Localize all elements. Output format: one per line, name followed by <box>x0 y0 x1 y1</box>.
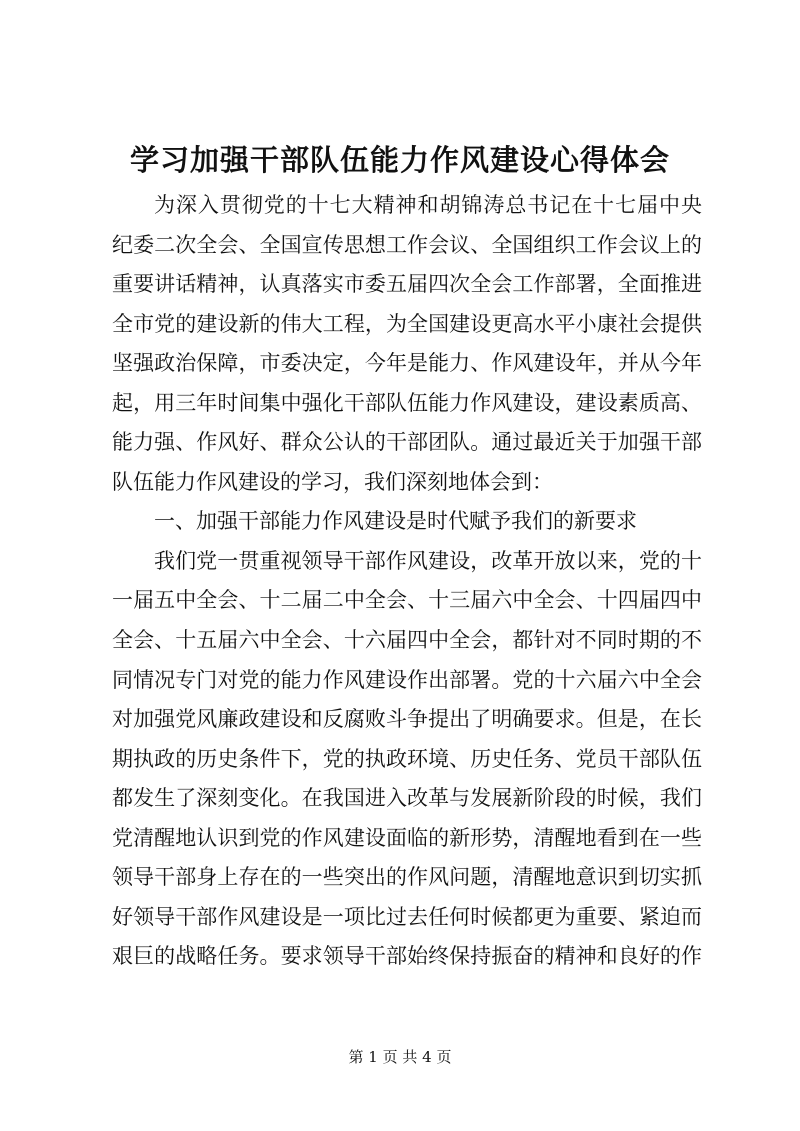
paragraph-line: 期执政的历史条件下，党的执政环境、历史任务、党员干部队伍 <box>112 746 702 771</box>
paragraph-line: 领导干部身上存在的一些突出的作风问题，清醒地意识到切实抓 <box>112 865 702 890</box>
paragraph-line: 对加强党风廉政建设和反腐败斗争提出了明确要求。但是，在长 <box>112 707 702 732</box>
paragraph-line: 一届五中全会、十二届二中全会、十三届六中全会、十四届四中 <box>112 588 702 613</box>
document-body <box>112 186 702 977</box>
page-number-footer: 第 1 页 共 4 页 <box>348 1048 452 1066</box>
paragraph-line: 能力强、作风好、群众公认的干部团队。通过最近关于加强干部 <box>112 430 702 455</box>
paragraph-line: 党清醒地认识到党的作风建设面临的新形势，清醒地看到在一些 <box>112 825 702 850</box>
paragraph-line: 我们党一贯重视领导干部作风建设，改革开放以来，党的十 <box>154 548 702 573</box>
paragraph-line: 全市党的建设新的伟大工程，为全国建设更高水平小康社会提供 <box>112 311 702 336</box>
paragraph-line: 同情况专门对党的能力作风建设作出部署。党的十六届六中全会 <box>112 667 702 692</box>
paragraph-line: 坚强政治保障，市委决定，今年是能力、作风建设年，并从今年 <box>112 351 702 376</box>
paragraph-line: 队伍能力作风建设的学习，我们深刻地体会到： <box>112 469 553 494</box>
paragraph-line: 全会、十五届六中全会、十六届四中全会，都针对不同时期的不 <box>112 628 702 653</box>
paragraph-line: 为深入贯彻党的十七大精神和胡锦涛总书记在十七届中央 <box>154 193 702 217</box>
document-title: 学习加强干部队伍能力作风建设心得体会 <box>129 143 670 177</box>
paragraph-line: 纪委二次全会、全国宣传思想工作会议、全国组织工作会议上的 <box>112 232 702 257</box>
paragraph-line: 重要讲话精神，认真落实市委五届四次全会工作部署，全面推进 <box>112 272 702 297</box>
section-heading: 一、加强干部能力作风建设是时代赋予我们的新要求 <box>154 509 637 534</box>
paragraph-line: 艰巨的战略任务。要求领导干部始终保持振奋的精神和良好的作 <box>112 944 702 969</box>
paragraph-line: 好领导干部作风建设是一项比过去任何时候都更为重要、紧迫而 <box>112 904 702 929</box>
paragraph-line: 都发生了深刻变化。在我国进入改革与发展新阶段的时候，我们 <box>112 786 702 811</box>
paragraph-line: 起，用三年时间集中强化干部队伍能力作风建设，建设素质高、 <box>112 390 702 415</box>
